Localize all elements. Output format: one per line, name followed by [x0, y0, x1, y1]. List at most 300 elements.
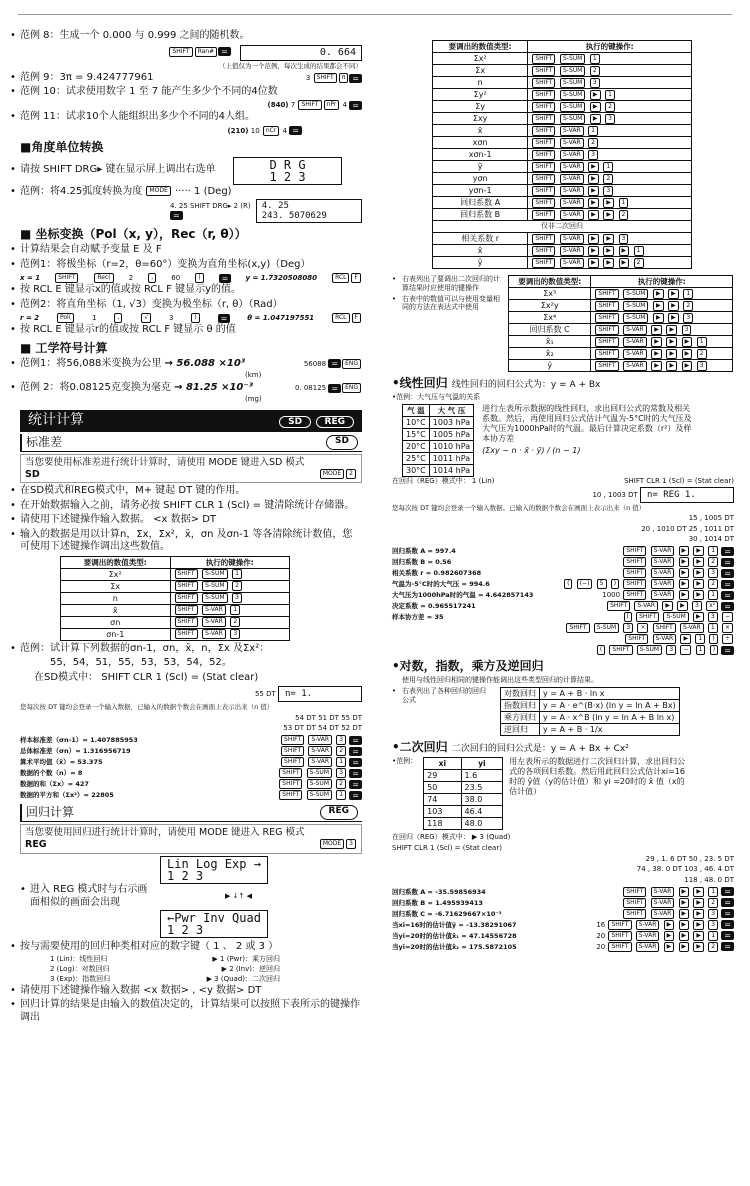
equals-key: =	[349, 74, 362, 83]
coord-ex2: • 范例2：将直角坐标（1, √3）变换为极坐标（r, θ）（Rad）	[20, 299, 362, 312]
reg-key-b-row	[433, 245, 692, 257]
std-results	[20, 735, 362, 800]
lin-result-value: 回归系数 B = 0.56	[392, 558, 452, 567]
reg-key-row	[433, 65, 692, 77]
lin-k3: 20 , 1010 DT 25 , 1011 DT	[641, 524, 734, 533]
lin-description: 进行左表所示数据的线性回归，求出回归公式的常数及相关系数。然后，再使用回归公式估计气温为-5°C时的大气压及大气压为1000hPa时的气温。最后计算决定系数（r²）及样本协方差 (Σxy − n · x̄ · ȳ) / (n − 1)	[482, 404, 692, 455]
reg-key-keys: SHIFT S-SUM 2	[528, 65, 692, 77]
lin-k1-row: 10 , 1003 DT n= REG 1.	[392, 487, 734, 503]
equals-key: =	[218, 47, 231, 56]
coord-b2: • 按 RCL E 键显示x的值或按 RCL F 键显示y的值。	[20, 284, 362, 297]
reg-key-keys: SHIFT S-VAR 3	[528, 149, 692, 161]
std-key-label: σn	[61, 616, 171, 628]
quad-data-table: xi yi 29 1.6 50 23.5 74 38.0 103 46.4 118 48.0	[423, 757, 503, 830]
std-result-row	[20, 746, 362, 756]
log-intro: 使用与线性回归相同的键操作能调出这些类型回归的计算结果。	[402, 676, 598, 685]
quad-data-row	[424, 794, 503, 806]
left-column	[20, 30, 362, 1026]
angle-ex-row	[20, 186, 362, 199]
std-k3: 53 DT DT 54 DT 52 DT	[283, 724, 362, 733]
angle-keys: 4. 25 SHIFT DRG▸ 2 (R) =	[170, 202, 251, 220]
quad-key-keys: SHIFT S-VAR ▶ ▶ ▶ 1	[591, 336, 733, 348]
quad-data-keys: 48.0	[461, 818, 503, 830]
quad-k1: 29 , 1. 6 DT 50 , 23. 5 DT	[645, 854, 734, 863]
log-b: • 右表列出了各种回归的回归公式	[402, 687, 492, 734]
lin-result-value: 样本协方差 = 35	[392, 613, 444, 622]
reg-key-b-row	[433, 257, 692, 269]
quad-data: •范例： xi yi 29 1.6 50 23.5 74 38.0 103 46.4 118 48.0 用左表所示的数据进行二次回归计算，求出回归公式的各项回归系数。然后用此回归公式估计xi=16时的 ŷ值（y的估计值）和 yi =20时的 x̂ 值（x的估计值）	[392, 757, 734, 830]
lin-cov-key-row: SHIFT S-SUM 3 × SHIFT S-VAR 1 ×	[392, 623, 734, 633]
quad-key-row	[509, 348, 733, 360]
lin-cov-key-row: SHIFT S-VAR ▶ 1 ) ÷	[392, 634, 734, 644]
quad-key-row	[509, 288, 733, 300]
std-key-keys: SHIFT S-SUM 1	[170, 568, 290, 580]
std-key-row	[61, 580, 290, 592]
eng-ex1-row: • 范例1：将56,088米变换为公里 → 56.088 ×10³ 56088 = ENG	[20, 358, 362, 371]
log-formula-table	[500, 687, 680, 736]
quad-data-keys: 1.6	[461, 770, 503, 782]
reg-key-keys: SHIFT S-SUM 3	[528, 77, 692, 89]
reg-key-label: Σy²	[433, 89, 528, 101]
quad-data-label: 118	[424, 818, 461, 830]
lin-data-row	[403, 453, 474, 465]
log-formula-keys: y = A + B · 1/x	[540, 723, 680, 735]
reg-key-label: 回归系数 A	[433, 197, 528, 209]
quad-key-label: Σx³	[509, 288, 591, 300]
ex11-keys: 10	[250, 126, 260, 135]
reg-key-row	[433, 149, 692, 161]
std-result-keys: SHIFT S-VAR 3 =	[280, 735, 362, 745]
example-10: • 范例 10：试求使用数字 1 至 7 能产生多少个不同的4位数	[20, 86, 362, 99]
reg-key-keys: SHIFT S-SUM ▶ 2	[528, 101, 692, 113]
quad-key-row	[509, 324, 733, 336]
coord-ex1-x: x = 1	[20, 273, 41, 282]
std-header: 标准差 SD	[20, 434, 362, 452]
quad-data-label: 103	[424, 806, 461, 818]
lin-data-table: 气 温 大 气 压 10°C 1003 hPa 15°C 1005 hPa 20°C 1010 hPa 25°C 1011 hPa 30°C 1014 hPa	[402, 404, 474, 477]
std-b1: • 在SD模式和REG模式中，M+ 键起 DT 键的作用。	[20, 485, 362, 498]
std-result-value: 数据的和（Σx）= 427	[20, 779, 89, 788]
example-8-keys-row	[20, 45, 362, 62]
lin-result-value: 气温为-5°C时的大气压 = 994.6	[392, 580, 490, 589]
std-result-keys: SHIFT S-SUM 1 =	[278, 790, 362, 800]
std-example-mode: 在SD模式中： SHIFT CLR 1 (Scl) = (Stat clear)	[34, 671, 259, 683]
lin-data-row	[403, 465, 474, 477]
lin-result-value: 回归系数 A = 997.4	[392, 547, 456, 556]
eng-ex2-unit: (mg)	[245, 395, 262, 404]
lin-results	[392, 546, 734, 622]
reg-key-label: ȳ	[433, 161, 528, 173]
angle-title: ■角度单位转换	[20, 139, 104, 154]
example-9-row	[20, 72, 362, 85]
angle-display: 4. 25 243. 5070629	[256, 199, 362, 223]
quad-result-value: 回归系数 B = 1.495939413	[392, 898, 483, 907]
quad-key-keys: SHIFT S-SUM ▶ ▶ 3	[591, 312, 733, 324]
std-result-keys: SHIFT S-VAR 1 =	[280, 757, 362, 767]
coord-ex2-row: r = 2 Pol( 1 , √ 3 ) = θ = 1.047197551 RCL F	[20, 313, 362, 323]
lin-result-keys: 1000 SHIFT S-VAR ▶ ▶ 1 =	[602, 590, 734, 600]
quad-data-keys: 46.4	[461, 806, 503, 818]
reg-key-keys: SHIFT S-VAR 2	[528, 137, 692, 149]
log-block	[392, 687, 734, 736]
lin-result-value: 大气压为1000hPa时的气温 = 4.642857143	[392, 591, 534, 600]
reg-key-b-keys: SHIFT S-VAR ▶ ▶ ▶ 1	[528, 245, 692, 257]
lin-example: •范例：大气压与气温的关系	[392, 393, 481, 402]
std-key-label: n	[61, 592, 171, 604]
reg-key-label: Σx²	[433, 53, 528, 65]
std-key-row	[61, 604, 290, 616]
reg-key-label: Σx	[433, 65, 528, 77]
shift-key: SHIFT	[298, 100, 321, 110]
quad-result-keys: 20 SHIFT S-VAR ▶ ▶ ▶ 1 =	[596, 931, 734, 941]
quad-b2: • 右表中的数值可以与使用变量相同的方法在表达式中使用	[402, 295, 502, 313]
pi-key: π	[339, 73, 349, 83]
eng-ex2-row: • 范例 2：将0.08125克变换为毫克 → 81.25 ×10⁻³ 0. 08125 = ENG	[20, 382, 362, 395]
reg-type-label: ▶ 1 (Pwr)：乘方回归	[212, 955, 280, 964]
log-formula-row	[501, 723, 680, 735]
coord-ex1-y: y = 1.7320508080	[245, 273, 317, 282]
std-result-row	[20, 757, 362, 767]
std-b4: • 输入的数据是用以计算n，Σx，Σx²，x̄，σn 及σn-1 等各清除统计数值，您可使用下述键操作调出这些数值。	[20, 529, 362, 554]
quad-key-row	[509, 360, 733, 372]
coord-ex1: • 范例1：将极坐标（r=2，θ=60°）变换为直角坐标(x,y)（Deg）	[20, 259, 362, 272]
reg-type-label: ▶ 2 (Inv)：逆回归	[221, 965, 280, 973]
example-11: • 范例 11：试求10个人能组织出多少个不同的4人组。	[20, 111, 362, 124]
std-example-data: 55，54，51，55，53，53，54，52。	[50, 657, 232, 669]
lin-data-keys: 1010 hPa	[429, 441, 473, 453]
equals-key: =	[349, 101, 362, 110]
quad-result-keys: SHIFT S-VAR ▶ ▶ 2 =	[622, 898, 734, 908]
lin-data-keys: 1003 hPa	[429, 417, 473, 429]
quad-key-keys: SHIFT S-SUM ▶ ▶ 2	[591, 300, 733, 312]
quad-key-keys: SHIFT S-VAR ▶ ▶ ▶ 2	[591, 348, 733, 360]
reg-key-row	[433, 209, 692, 221]
log-formula-row	[501, 699, 680, 711]
reg-key-row	[433, 173, 692, 185]
quad-result-row	[392, 887, 734, 897]
quad-result-value: 当yi=20时的估计值x̂₁ = 47.14556728	[392, 931, 517, 940]
coord-ex2-theta: θ = 1.047197551	[247, 313, 315, 322]
std-key-row	[61, 592, 290, 604]
reg-key-label: Σy	[433, 101, 528, 113]
reg-type-row	[50, 955, 280, 964]
shift-key: SHIFT	[314, 73, 337, 83]
stat-banner	[20, 410, 362, 432]
quad-key-label: Σx⁴	[509, 312, 591, 324]
reg-key-label: yσn	[433, 173, 528, 185]
reg-key-row	[433, 197, 692, 209]
reg-key-keys: SHIFT S-VAR ▶ 3	[528, 185, 692, 197]
reg-key-label: xσn	[433, 137, 528, 149]
example-8: • 范例 8：生成一个 0.000 与 0.999 之间的随机数。	[20, 30, 362, 43]
lin-result-row	[392, 579, 734, 589]
reg-key-keys: SHIFT S-SUM ▶ 1	[528, 89, 692, 101]
reg-pill: REG	[316, 416, 354, 428]
quad-result-keys: 16 SHIFT S-VAR ▶ ▶ ▶ 3 =	[596, 920, 734, 930]
quad-result-row	[392, 898, 734, 908]
reg-b1-row: • 进入 REG 模式时与右示画面相似的画面会出现 ▶ ↓↑ ◀	[20, 884, 362, 909]
stat-title: 统计计算	[28, 412, 84, 429]
reg-key-row	[433, 113, 692, 125]
n-display: n= 1.	[278, 686, 362, 702]
mode-key: MODE	[146, 186, 170, 196]
quad-result-keys: SHIFT S-VAR ▶ ▶ 1 =	[622, 887, 734, 897]
quad-key-row	[509, 336, 733, 348]
std-key-label: x̄	[61, 604, 171, 616]
reg-key-b-label: x̂	[433, 245, 528, 257]
std-key-table: 要调出的数值类型: 执行的键操作: Σx² SHIFT S-SUM 1 Σx SHIFT S-SUM 2 n SHIFT S-SUM 3 x̄ SHIFT S-VAR 1 σn SHIFT S-VAR 2 σn-1 SHIFT S-VAR 3	[60, 556, 290, 641]
quad-result-value: 回归系数 A = -35.59856934	[392, 887, 486, 896]
lin-note: 您每次按 DT 键均会登录一个输入数据。已输入的数据个数会在画面上表示出来（n 值）	[392, 503, 646, 512]
reg-types	[50, 955, 362, 983]
quad-data-label: 29	[424, 770, 461, 782]
lin-k2: 15 , 1005 DT	[688, 513, 734, 522]
reg-screen-2: ←Pwr Inv Quad 1 2 3	[160, 910, 268, 938]
quad-results	[392, 887, 734, 952]
quad-title: •二次回归 二次回归的回归公式是：y = A + Bx + Cx²	[392, 739, 629, 754]
equals-key: =	[289, 126, 302, 135]
lin-title: •线性回归 线性回归的回归公式为：y = A + Bx	[392, 376, 601, 390]
angle-example: • 范例：将4.25弧度转换为度 MODE ····· 1 (Deg)	[20, 186, 232, 199]
quad-key-label: x̂₁	[509, 336, 591, 348]
lin-result-keys: SHIFT S-VAR ▶ ▶ 2 =	[622, 557, 734, 567]
coord-title: ■ 坐标变换（Pol（x, y），Rec（r, θ））	[20, 227, 247, 242]
lin-data-label: 25°C	[403, 453, 430, 465]
quad-key-row	[509, 312, 733, 324]
reg-key-keys: SHIFT S-VAR ▶ ▶ 2	[528, 209, 692, 221]
quad-k2: 74 , 38. 0 DT 103 , 46. 4 DT	[636, 865, 734, 874]
std-key-keys: SHIFT S-VAR 1	[170, 604, 290, 616]
reg-header: 回归计算 REG	[20, 804, 362, 822]
npr-key: nPr	[324, 100, 340, 110]
reg-key-keys: SHIFT S-VAR ▶ 2	[528, 173, 692, 185]
angle-b1-row	[20, 157, 362, 185]
std-key-keys: SHIFT S-VAR 2	[170, 616, 290, 628]
quad-key-label: ŷ	[509, 360, 591, 372]
quad-data-label: 74	[424, 794, 461, 806]
reg-key-b-label: ŷ	[433, 257, 528, 269]
reg-key-b-keys: SHIFT S-VAR ▶ ▶ ▶ 2	[528, 257, 692, 269]
quad-key-table: 要调出的数值类型: 执行的键操作: Σx³ SHIFT S-SUM ▶ ▶ 1 Σx²y SHIFT S-SUM ▶ ▶ 2 Σx⁴ SHIFT S-SUM ▶ ▶ 3 回归系数 C SHIFT S-VAR ▶ ▶ 3 x̂₁ SHIFT S-VAR ▶ ▶ ▶ 1 x̂₂ SHIFT S-VAR ▶ ▶ ▶ 2 ŷ SHIFT S-VAR ▶ ▶ ▶ 3	[508, 275, 733, 372]
quad-key-label: 回归系数 C	[509, 324, 591, 336]
std-b2: • 在开始数据输入之前，请务必按 SHIFT CLR 1 (Scl) = 键清除统计存储器。	[20, 500, 362, 513]
std-key-keys: SHIFT S-VAR 3	[170, 628, 290, 640]
quad-data-label: 50	[424, 782, 461, 794]
quad-result-value: 当xi=16时的估计值ŷ = -13.38291067	[392, 920, 517, 929]
std-result-keys: SHIFT S-SUM 3 =	[278, 768, 362, 778]
reg-b4: • 回归计算的结果是由输入的数值决定的，计算结果可以按照下表所示的键操作调出	[20, 999, 362, 1024]
lin-data-row	[403, 417, 474, 429]
reg-key-label: n	[433, 77, 528, 89]
std-note: 当您要使用标准差进行统计计算时，请使用 MODE 键进入SD 模式 SD MODE 2	[20, 454, 362, 484]
lin-data	[392, 404, 734, 477]
quad-data-row	[424, 818, 503, 830]
quad-result-keys: SHIFT S-VAR ▶ ▶ 3 =	[622, 909, 734, 919]
log-formula-keys: y = A + B · ln x	[540, 687, 680, 699]
log-title: •对数，指数，乘方及逆回归	[392, 659, 544, 674]
example-9: • 范例 9：3π = 9.424777961	[20, 72, 153, 85]
lin-result-row	[392, 546, 734, 556]
reg-key-row	[433, 185, 692, 197]
shift-key: SHIFT	[169, 47, 192, 57]
example-11-keys	[20, 126, 362, 136]
reg-key-row	[433, 89, 692, 101]
lin-result-row	[392, 557, 734, 567]
reg-key-b-label: 相关系数 r	[433, 233, 528, 245]
quad-clear: SHIFT CLR 1 (Scl) = (Stat clear)	[392, 843, 502, 852]
lin-data-label: 30°C	[403, 465, 430, 477]
lin-mode-row: 在回归（REG）模式中： 1 (Lin) SHIFT CLR 1 (Scl) = (Stat clear)	[392, 477, 734, 485]
angle-b1: • 请按 SHIFT DRG▸ 键在显示屏上调出右选单	[20, 164, 215, 177]
std-key-label: σn-1	[61, 628, 171, 640]
quad-data-row	[424, 782, 503, 794]
quad-result-keys: 20 SHIFT S-VAR ▶ ▶ ▶ 2 =	[596, 942, 734, 952]
angle-keys-row	[20, 199, 362, 223]
lin-result-keys: ( (−) 5 ) SHIFT S-VAR ▶ ▶ 2 =	[563, 579, 734, 589]
lin-data-label: 20°C	[403, 441, 430, 453]
log-formula-keys: y = A · x^B (ln y = ln A + B ln x)	[540, 711, 680, 723]
std-result-value: 数据的个数（n）= 8	[20, 768, 83, 777]
ex10-tail: 4	[342, 101, 348, 110]
std-result-value: 样本标准差（σn-1）= 1.407885953	[20, 735, 138, 744]
reg-key-keys: SHIFT S-SUM 1	[528, 53, 692, 65]
reg-key-row	[433, 77, 692, 89]
quad-result-row	[392, 920, 734, 930]
lin-result-value: 决定系数 = 0.965517241	[392, 602, 476, 611]
coord-b1: • 计算结果会自动赋予变量 E 及 F	[20, 244, 362, 257]
log-formula-row	[501, 711, 680, 723]
std-result-value: 数据的平方和（Σx²）= 22805	[20, 790, 114, 799]
std-result-row	[20, 790, 362, 800]
reg-type-row	[50, 965, 280, 974]
reg-key-row	[433, 161, 692, 173]
std-result-keys: SHIFT S-VAR 2 =	[280, 746, 362, 756]
reg-screen-1: Lin Log Exp → 1 2 3	[160, 856, 268, 884]
coord-ex2-r: r = 2	[20, 313, 40, 322]
lin-data-label: 15°C	[403, 429, 430, 441]
lin-result-row	[392, 601, 734, 611]
quad-key-keys: SHIFT S-SUM ▶ ▶ 1	[591, 288, 733, 300]
std-result-row	[20, 779, 362, 789]
std-result-value: 总体标准差（σn）= 1.316956719	[20, 746, 131, 755]
quad-intro	[392, 275, 734, 372]
top-rule	[18, 14, 732, 15]
reg-key-label: x̄	[433, 125, 528, 137]
eng-ex1-unit: (km)	[245, 371, 262, 380]
right-column	[392, 40, 734, 953]
reg-key-keys: SHIFT S-SUM ▶ 3	[528, 113, 692, 125]
example-8-note: （上值仅为一个范例，每次生成的结果都会不同）	[219, 62, 362, 70]
reg-b3: • 请使用下述键操作输入数据 <x 数据> , <y 数据> DT	[20, 985, 362, 998]
std-key-label: Σx	[61, 580, 171, 592]
reg-note: 当您要使用回归进行统计计算时，请使用 MODE 键进入 REG 模式 REG MODE 3	[20, 824, 362, 854]
eng-ex2: • 范例 2：将0.08125克变换为毫克 → 81.25 ×10⁻³	[20, 382, 253, 395]
reg-key-subheader-label: 仅非二次回归	[433, 221, 692, 233]
reg-key-keys: SHIFT S-VAR ▶ ▶ 1	[528, 197, 692, 209]
std-key-keys: SHIFT S-SUM 3	[170, 592, 290, 604]
reg-key-row	[433, 125, 692, 137]
log-formula-label: 指数回归	[501, 699, 540, 711]
std-key-row	[61, 568, 290, 580]
lin-result-keys: SHIFT S-VAR ▶ ▶ 1 =	[622, 546, 734, 556]
ncr-key: nCr	[263, 126, 279, 136]
std-ex-note: 您每次按 DT 键均会登录一个输入数据，已输入的数据个数会在画面上表示出来（n 值）	[20, 703, 274, 712]
ex10-result: (840)	[267, 101, 289, 110]
lin-result-row	[392, 612, 734, 622]
std-k2: 54 DT 51 DT 55 DT	[295, 713, 362, 722]
quad-mode: 在回归（REG）模式中： ▶ 3 (Quad)	[392, 833, 511, 842]
ex11-tail: 4	[282, 126, 288, 135]
drg-screen: D R G 1 2 3	[233, 157, 342, 185]
reg-type-label: ▶ 3 (Quad)：二次回归	[206, 974, 280, 983]
log-formula-label: 对数回归	[501, 687, 540, 699]
std-result-row	[20, 735, 362, 745]
reg-key-row	[433, 101, 692, 113]
reg-key-keys: SHIFT S-VAR 1	[528, 125, 692, 137]
reg-key-keys: SHIFT S-VAR ▶ 1	[528, 161, 692, 173]
reg-key-label: Σxy	[433, 113, 528, 125]
reg-key-label: xσn-1	[433, 149, 528, 161]
eng-ex1: • 范例1：将56,088米变换为公里 → 56.088 ×10³	[20, 358, 245, 371]
std-example: • 范例：试计算下列数据的σn-1，σn，x̄，n，Σx 及Σx²：	[20, 643, 362, 656]
quad-key-label: x̂₂	[509, 348, 591, 360]
quad-result-value: 回归系数 C = -6.71629667×10⁻³	[392, 909, 502, 918]
quad-data-row	[424, 806, 503, 818]
quad-key-keys: SHIFT S-VAR ▶ ▶ 3	[591, 324, 733, 336]
random-display: 0. 664	[240, 45, 362, 62]
quad-result-row	[392, 931, 734, 941]
lin-data-keys: 1005 hPa	[429, 429, 473, 441]
reg-key-label: yσn-1	[433, 185, 528, 197]
std-result-row	[20, 768, 362, 778]
std-key-keys: SHIFT S-SUM 2	[170, 580, 290, 592]
eng-title: ■ 工学符号计算	[20, 340, 108, 355]
std-key-row	[61, 616, 290, 628]
ex11-result: (210)	[227, 126, 249, 135]
std-result-keys: SHIFT S-SUM 2 =	[278, 779, 362, 789]
ran-key: Ran#	[195, 47, 218, 57]
reg-key-b-keys: SHIFT S-VAR ▶ ▶ 3	[528, 233, 692, 245]
reg-b1: • 进入 REG 模式时与右示画面相似的画面会出现	[30, 884, 150, 909]
quad-data-keys: 38.0	[461, 794, 503, 806]
reg-key-b-row	[433, 233, 692, 245]
quad-key-keys: SHIFT S-VAR ▶ ▶ ▶ 3	[591, 360, 733, 372]
reg-type-row	[50, 975, 280, 984]
reg-key-table: 要调出的数值类型: 执行的键操作: Σx² SHIFT S-SUM 1 Σx SHIFT S-SUM 2 n SHIFT S-SUM 3 Σy² SHIFT S-SUM ▶ 1 Σy SHIFT S-SUM ▶ 2 Σxy SHIFT S-SUM ▶ 3 x̄ SHIFT S-VAR 1 xσn SHIFT S-VAR 2 xσn-1 SHIFT S-VAR 3 ȳ SHIFT S-VAR ▶ 1 yσn SHIFT S-VAR ▶ 2 yσn-1 SHIFT S-VAR ▶ 3 回归系数 A SHIFT S-VAR ▶ ▶ 1 回归系数 B SHIFT S-VAR ▶ ▶ 2 仅非二次回归 相关系数 r SHIFT S-VAR ▶ ▶ 3 x̂ SHIFT S-VAR ▶ ▶ ▶ 1 ŷ SHIFT S-VAR ▶ ▶ ▶ 2	[432, 40, 692, 269]
quad-b1: • 右表列出了要调出二次回归的计算结果时应使用的键操作	[402, 275, 502, 293]
lin-data-label: 10°C	[403, 417, 430, 429]
lin-data-row	[403, 441, 474, 453]
quad-key-row	[509, 300, 733, 312]
log-formula-row	[501, 687, 680, 699]
quad-data-keys: 23.5	[461, 782, 503, 794]
reg-b2: • 按与需要使用的回归种类相对应的数字键（ 1 、 2 或 3 ）	[20, 941, 362, 954]
lin-result-keys: ( SHIFT S-SUM ▶ 3 −	[623, 612, 734, 622]
reg-type-label: 3 (Exp)：指数回归	[50, 974, 111, 983]
quad-result-value: 当yi=20时的估计值x̂₂ = 175.5872105	[392, 942, 517, 951]
quad-description: 用左表所示的数据进行二次回归计算，求出回归公式的各项回归系数。然后用此回归公式估计xi=16时的 ŷ值（y的估计值）和 yi =20时的 x̂ 值（x的估计值）	[509, 757, 686, 797]
ex9-keys: 3	[305, 74, 311, 83]
reg-key-row	[433, 137, 692, 149]
reg-type-label: 2 (Log)：对数回归	[50, 965, 110, 973]
lin-cov-key-row: ( SHIFT S-SUM 3 − 1 ) =	[392, 645, 734, 655]
lin-k4: 30 , 1014 DT	[688, 535, 734, 544]
lin-result-keys: SHIFT S-VAR ▶ ▶ 3 =	[622, 568, 734, 578]
sd-pill: SD	[279, 416, 311, 428]
lin-data-keys: 1011 hPa	[429, 453, 473, 465]
lin-cov-keys	[392, 623, 734, 655]
coord-b3: • 按 RCL E 键显示r的值或按 RCL F 键显示 θ 的值	[20, 324, 362, 337]
